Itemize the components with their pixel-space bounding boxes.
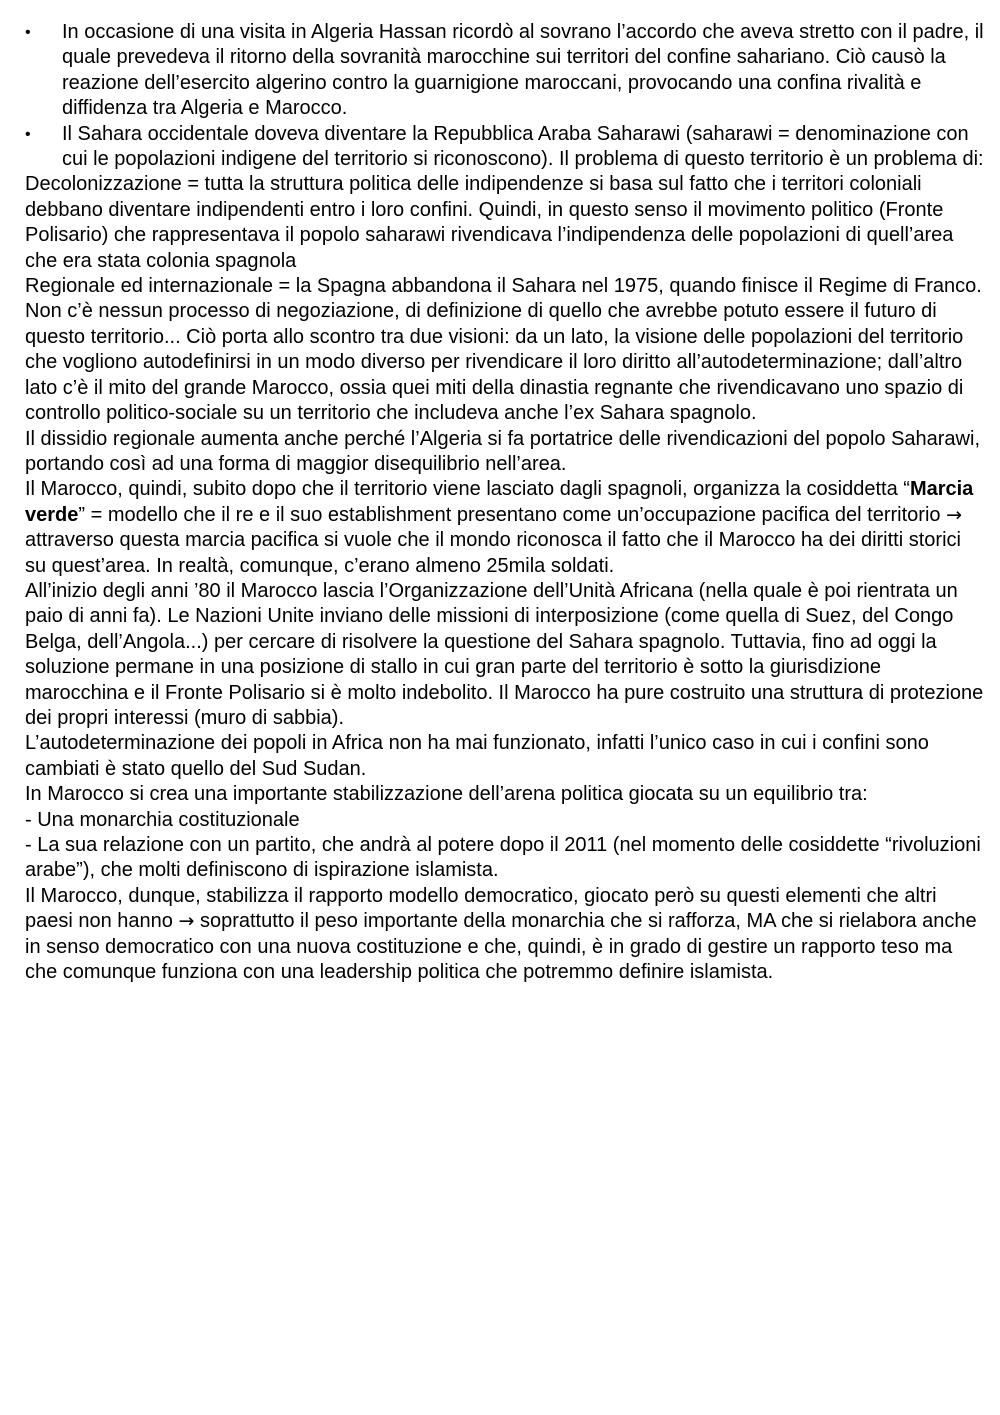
document-page xyxy=(25,20,985,985)
text-run: attraverso questa marcia pacifica si vuole che il mondo riconosca il fatto che il Marocco ha dei diritti storici su quest’area. In realtà, comunque, c’erano almeno 25mila soldati. xyxy=(25,529,961,577)
paragraph-regionale: Regionale ed internazionale = la Spagna abbandona il Sahara nel 1975, quando finisce il Regime di Franco. Non c’è nessun processo di negoziazione, di definizione di quello che avrebbe potuto essere il futuro di questo territorio... Ciò porta allo scontro tra due visioni: da un lato, la visione delle popolazioni del territorio che vogliono autodefinirsi in un modo diverso per rivendicare il loro diritto all’autodeterminazione; dall’altro lato c’è il mito del grande Marocco, ossia quei miti della dinastia regnante che rivendicavano uno spazio di controllo politico-sociale su un territorio che includeva anche l’ex Sahara spagnolo. xyxy=(25,275,982,425)
list-line-monarchia: - Una monarchia costituzionale xyxy=(25,808,300,831)
text-run: Il Marocco, quindi, subito dopo che il territorio viene lasciato dagli spagnoli, organizza la cosiddetta “ xyxy=(25,478,910,501)
paragraph-conclusione xyxy=(25,884,985,986)
bullet-item xyxy=(25,20,985,122)
right-arrow-icon: → xyxy=(178,910,195,933)
paragraph-marcia-verde xyxy=(25,477,985,579)
paragraph-decolonizzazione: Decolonizzazione = tutta la struttura politica delle indipendenze si basa sul fatto che i territori coloniali debbano diventare indipendenti entro i loro confini. Quindi, in questo senso il movimento politico (Fronte Polisario) che rappresentava il popolo saharawi rivendicava l’indipendenza delle popolazioni di quell’area che era stata colonia spagnola xyxy=(25,173,954,272)
bullet-text: Il Sahara occidentale doveva diventare la Repubblica Araba Saharawi (saharawi = denominazione con cui le popolazioni indigene del territorio si riconoscono). Il problema di questo territorio è un problema di: xyxy=(62,122,984,171)
bullet-text: In occasione di una visita in Algeria Hassan ricordò al sovrano l’accordo che aveva stretto con il padre, il quale prevedeva il ritorno della sovranità marocchine sui territori del confine sahariano. Ciò causò la reazione dell’esercito algerino contro la guarnigione maroccani, provocando una confina rivalità e diffidenza tra Algeria e Marocco. xyxy=(62,21,984,120)
paragraph-anni-80: All’inizio degli anni ’80 il Marocco lascia l’Organizzazione dell’Unità Africana (nella quale è poi rientrata un paio di anni fa). Le Nazioni Unite inviano delle missioni di interposizione (come quella di Suez, del Congo Belga, dell’Angola...) per cercare di risolvere la questione del Sahara spagnolo. Tuttavia, fino ad oggi la soluzione permane in una posizione di stallo in cui gran parte del territorio è sotto la giurisdizione marocchina e il Fronte Polisario si è molto indebolito. Il Marocco ha pure costruito una struttura di protezione dei propri interessi (muro di sabbia). xyxy=(25,579,984,729)
bullet-marker: • xyxy=(25,24,31,41)
paragraph-stabilizzazione: In Marocco si crea una importante stabilizzazione dell’arena politica giocata su un equilibrio tra: xyxy=(25,783,868,806)
bullet-marker: • xyxy=(25,125,31,143)
list-line-partito: - La sua relazione con un partito, che andrà al potere dopo il 2011 (nel momento delle cosiddette “rivoluzioni arabe”), che molti definiscono di ispirazione islamista. xyxy=(25,834,981,882)
bullet-item xyxy=(25,122,985,173)
paragraph-dissidio: Il dissidio regionale aumenta anche perché l’Algeria si fa portatrice delle rivendicazioni del popolo Saharawi, portando così ad una forma di maggior disequilibrio nell’area. xyxy=(25,427,980,475)
paragraph-autodeterminazione: L’autodeterminazione dei popoli in Africa non ha mai funzionato, infatti l’unico caso in cui i confini sono cambiati è stato quello del Sud Sudan. xyxy=(25,732,929,780)
right-arrow-icon: → xyxy=(946,503,962,526)
text-run: Il Marocco, dunque, stabilizza il rapporto modello democratico, giocato però su questi elementi che altri paesi non hanno xyxy=(25,884,937,933)
text-run: ” = modello che il re e il suo establishment presentano come un’occupazione pacifica del territorio xyxy=(78,503,947,526)
text-run: soprattutto il peso importante della monarchia che si rafforza, MA che si rielabora anche in senso democratico con una nuova costituzione e che, quindi, è in grado di gestire un rapporto teso ma che comunque funziona con una leadership politica che potremmo definire islamista. xyxy=(25,910,977,984)
bold-term: Marcia verde xyxy=(25,478,974,526)
